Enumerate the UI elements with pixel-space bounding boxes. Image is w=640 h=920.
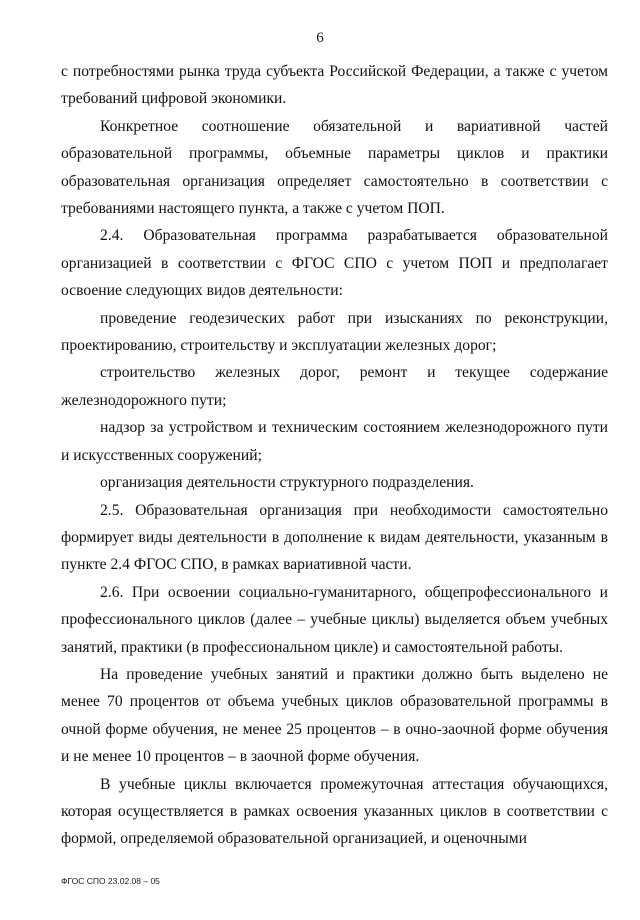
paragraph: Конкретное соотношение обязательной и вариативной частей образовательной программы, объемные параметры циклов и практики образовательная организация определяет самостоятельно в соответствии с требованиями настоящего пункта, а также с учетом ПОП. <box>61 117 608 218</box>
list-item: строительство железных дорог, ремонт и текущее содержание железнодорожного пути; <box>61 364 608 409</box>
paragraph: 2.4. Образовательная программа разрабатывается образовательной организацией в соответствии с ФГОС СПО с учетом ПОП и предполагает освоение следующих видов деятельности: <box>61 227 608 300</box>
paragraph: 2.6. При освоении социально-гуманитарного, общепрофессионального и профессионального циклов (далее – учебные циклы) выделяется объем учебных занятий, практики (в профессиональном цикле) и самостоятельной работы. <box>61 583 608 656</box>
paragraph: 2.5. Образовательная организация при необходимости самостоятельно формирует виды деятельности в дополнение к видам деятельности, указанным в пункте 2.4 ФГОС СПО, в рамках вариативной части. <box>61 501 608 574</box>
list-item: организация деятельности структурного подразделения. <box>100 474 474 492</box>
paragraph: На проведение учебных занятий и практики должно быть выделено не менее 70 процентов от объема учебных циклов образовательной программы в очной форме обучения, не менее 25 процентов – в очно-заочной форме обучения и не менее 10 процентов – в заочной форме обучения. <box>61 665 608 766</box>
list-item: надзор за устройством и техническим состоянием железнодорожного пути и искусственных сооружений; <box>61 419 608 464</box>
paragraph: В учебные циклы включается промежуточная аттестация обучающихся, которая осуществляется в рамках освоения указанных циклов в соответствии с формой, определяемой образовательной организацией, и оценочными <box>61 775 608 848</box>
document-body <box>61 58 608 853</box>
page-number: 6 <box>316 30 324 46</box>
document-footer: ФГОС СПО 23.02.08 – 05 <box>61 876 160 886</box>
paragraph: с потребностями рынка труда субъекта Российской Федерации, а также с учетом требований цифровой экономики. <box>61 63 608 108</box>
list-item: проведение геодезических работ при изысканиях по реконструкции, проектированию, строительству и эксплуатации железных дорог; <box>61 309 608 355</box>
